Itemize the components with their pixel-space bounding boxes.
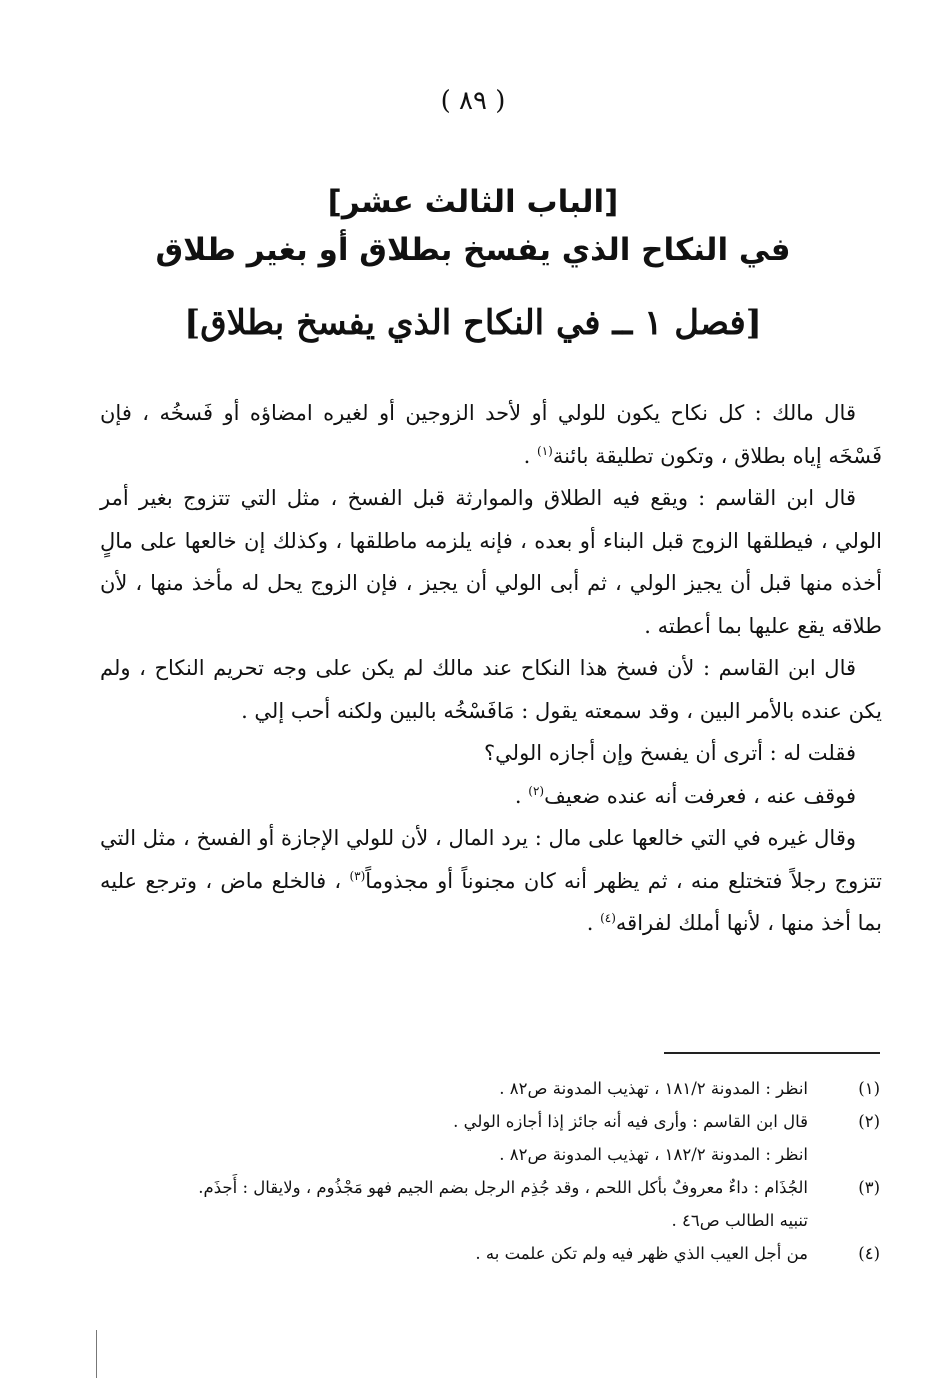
paragraph-text: قال مالك : كل نكاح يكون للولي أو لأحد الزوجين أو لغيره امضاؤه أو فَسخُه ، فإن فَسْخَه إياه بطلاق ، وتكون تطليقة بائنة [100,401,882,468]
footnote-number: (٤) [858,1244,880,1263]
footnote-text: قال ابن القاسم : وأرى فيه أنه جائز إذا أجازه الولي . [453,1112,808,1131]
paragraph: قال ابن القاسم : ويقع فيه الطلاق والموارثة قبل الفسخ ، مثل التي تتزوج بغير أمر الولي ، فيطلقها الزوج قبل البناء أو بعده ، فإنه يلزمه ماطلقها ، وكذلك إن خالعها على مالٍ أخذه منها قبل أن يجيز الولي ، ثم أبى الولي أن يجيز ، فإن الزوج يحل له مأخذ منها ، لأن طلاقه يقع عليها بما أعطته . [100,486,882,638]
footnote [90,1171,880,1204]
paragraph-text: ، فالخلع ماض ، وترجع عليه بما أخذ منها ، لأنها أملك لفراقه [100,868,882,935]
footnote-divider [664,1052,880,1054]
paragraph: فقلت له : أترى أن يفسخ وإن أجازه الولي؟ [484,741,856,765]
margin-line [96,1330,97,1378]
footnote-ref: (٣) [349,868,366,883]
footnote [90,1237,880,1270]
paragraph-end: . [514,783,529,808]
footnote-text: انظر : المدونة ١٨١/٢ ، تهذيب المدونة ص٨٢ . [499,1079,808,1098]
page-number: ( ٨٩ ) [440,86,506,116]
footnote-continuation: تنبيه الطالب ص٤٦ . [671,1211,808,1230]
footnote-number: (١) [858,1079,880,1098]
chapter-title: [الباب الثالث عشر] [327,184,619,220]
paragraph-end: . [586,911,601,935]
paragraph [100,775,882,818]
paragraph-text: وقال غيره في التي خالعها على مال : يرد المال ، لأن للولي الإجازة أو الفسخ ، مثل التي تتزوج رجلاً فتختلع منه ، ثم يظهر أنه كان مجنوناً أو مجذوماً [100,826,882,893]
paragraph-text: فوقف عنه ، فعرفت أنه عنده ضعيف [544,783,856,808]
footnote [90,1105,880,1138]
footnote-continuation: انظر : المدونة ١٨٢/٢ ، تهذيب المدونة ص٨٢ . [499,1145,808,1164]
paragraph: قال ابن القاسم : لأن فسخ هذا النكاح عند مالك لم يكن على وجه تحريم النكاح ، ولم يكن عنده بالأمر البين ، وقد سمعته يقول : مَافَسْخُه بالبين ولكنه أحب إلي . [100,656,882,723]
footnote-ref: (٢) [528,783,545,798]
main-text [100,392,882,945]
footnote-ref: (٤) [600,911,616,925]
chapter-heading [0,178,946,274]
paragraph-end: . [523,443,537,468]
footnote-ref: (١) [537,443,553,458]
paragraph [100,392,882,477]
footnote-text: من أجل العيب الذي ظهر فيه ولم تكن علمت به . [475,1244,808,1263]
footnotes [90,1072,880,1270]
section-title: [فصل ١ ــ في النكاح الذي يفسخ بطلاق] [184,303,762,343]
paragraph [100,817,882,945]
footnote-number: (٢) [858,1112,880,1131]
footnote [90,1072,880,1105]
chapter-subtitle: في النكاح الذي يفسخ بطلاق أو بغير طلاق [155,232,791,268]
footnote-text: الجُذَام : داءٌ معروفٌ بأكل اللحم ، وقد جُذِم الرجل بضم الجيم فهو مَجْذُوم ، ولايقال : أَجذَم. [198,1178,808,1197]
footnote-number: (٣) [858,1178,880,1197]
